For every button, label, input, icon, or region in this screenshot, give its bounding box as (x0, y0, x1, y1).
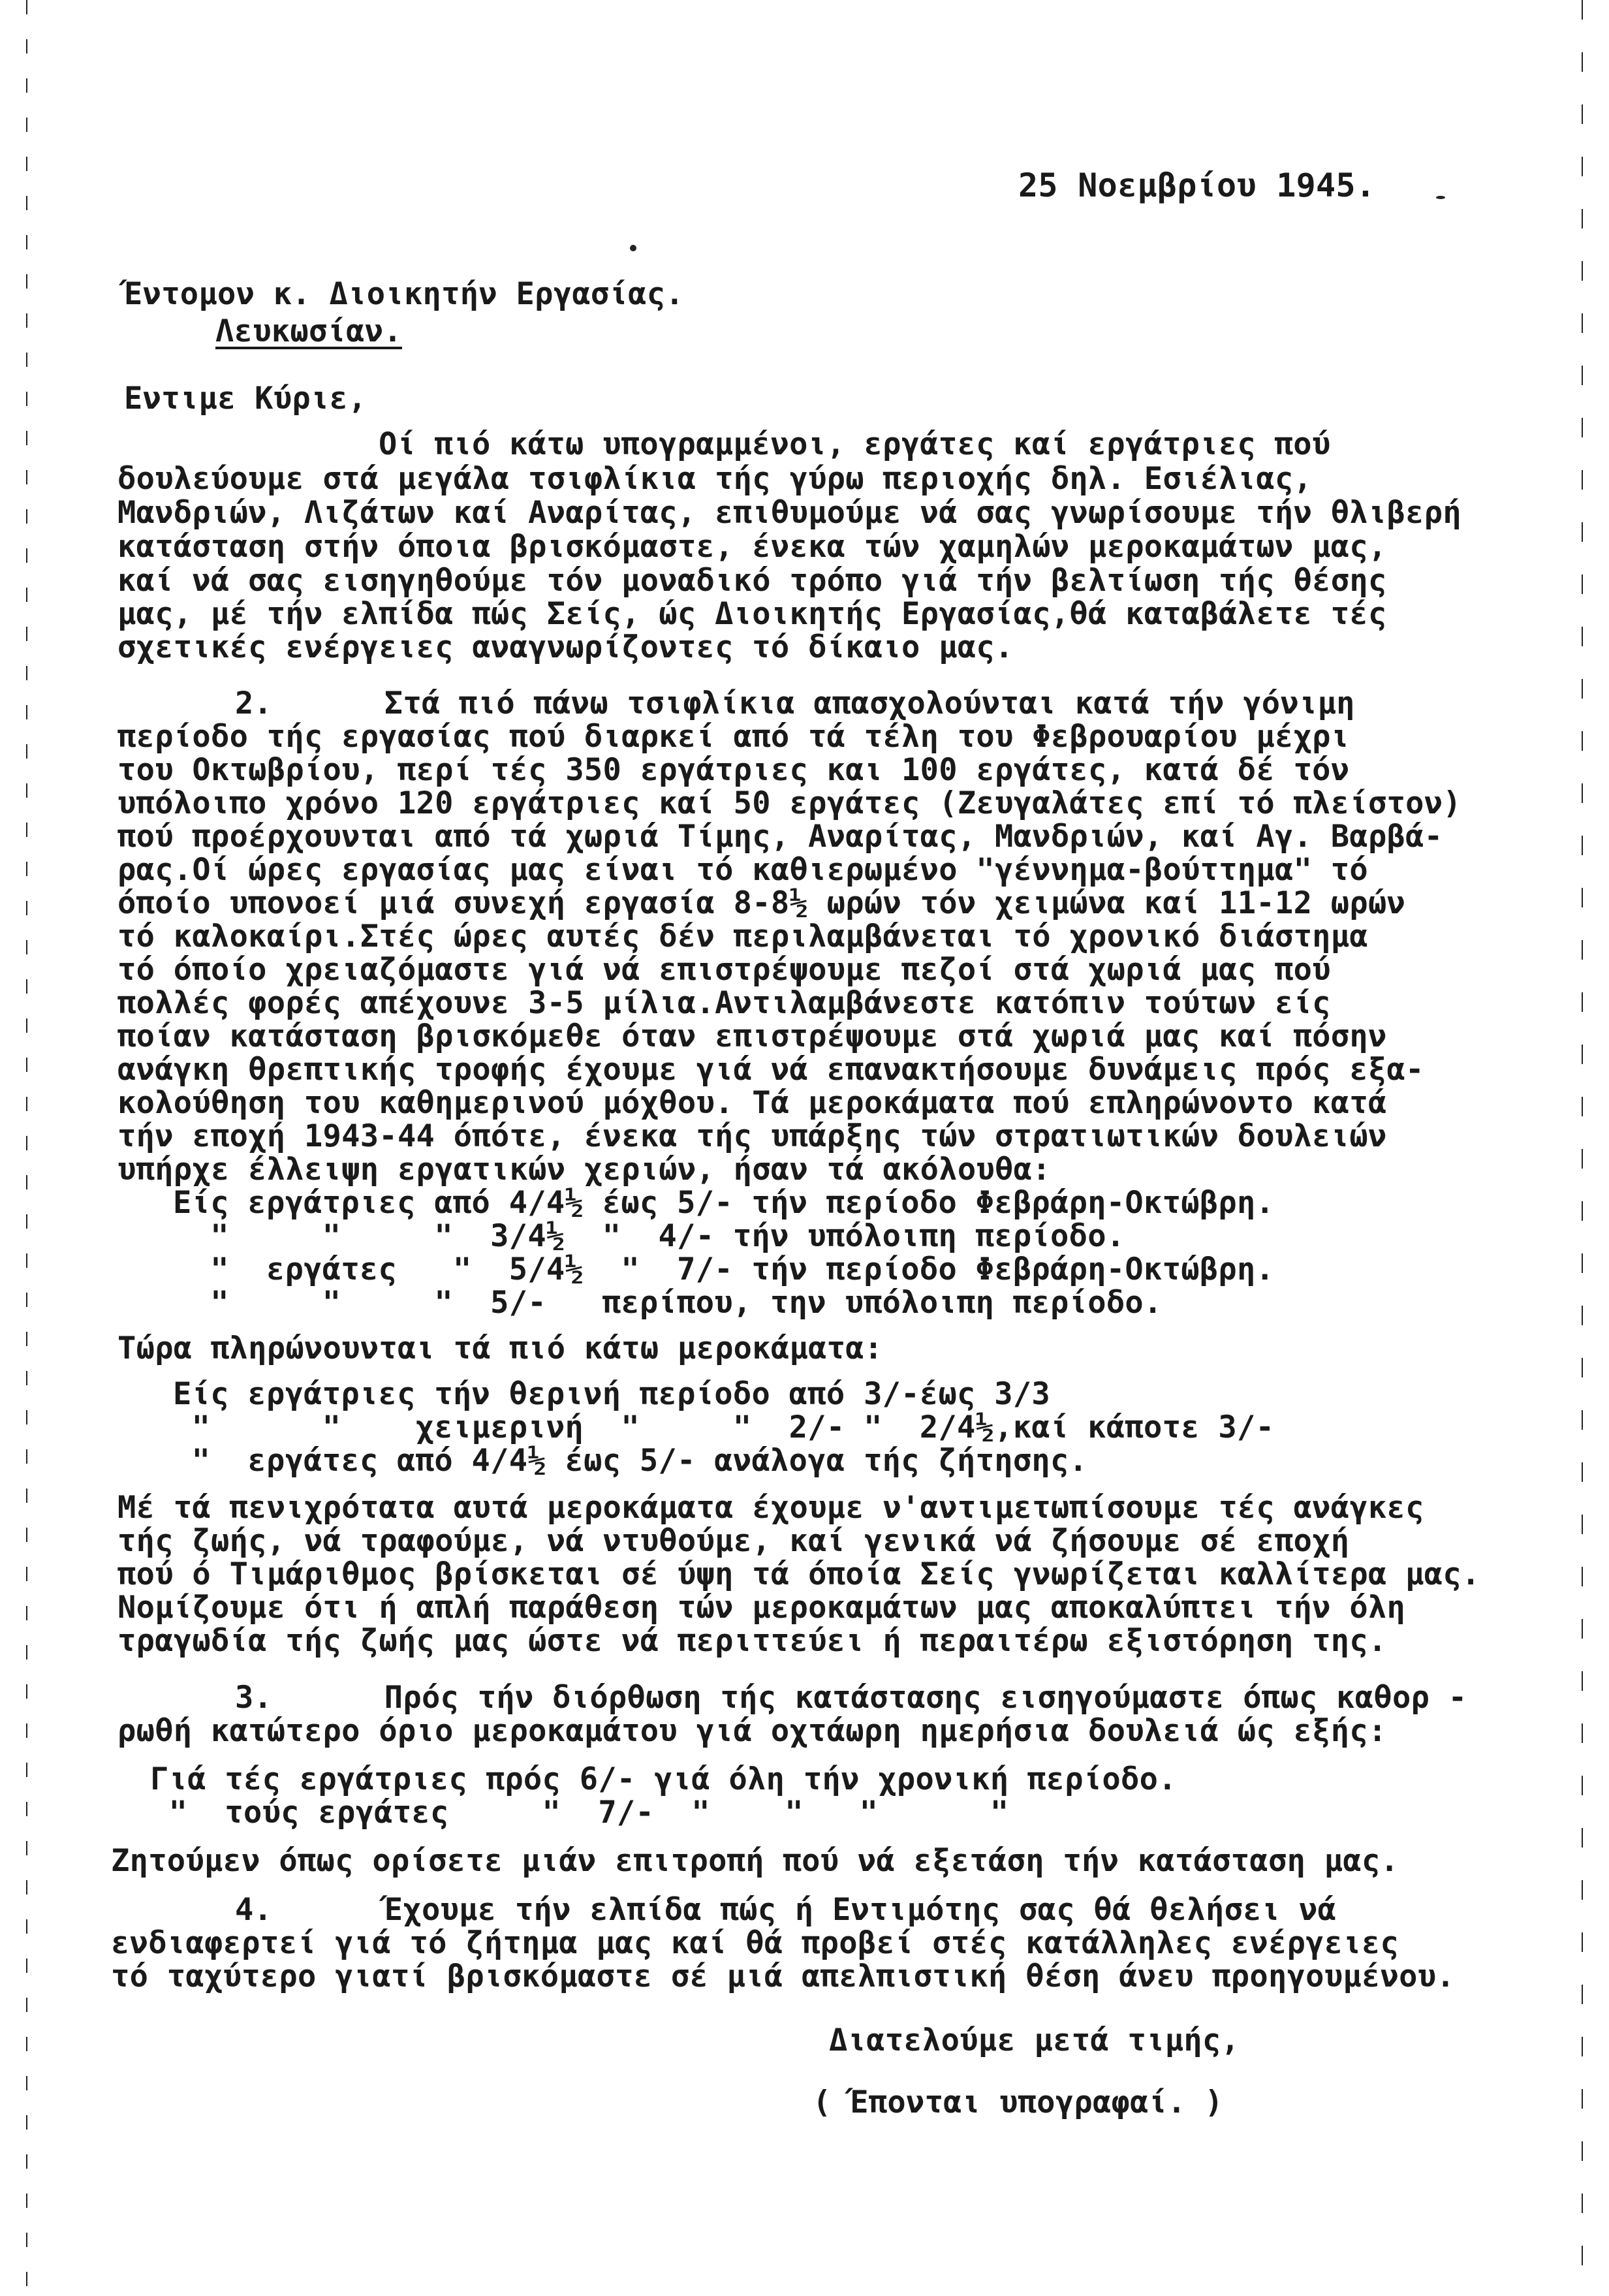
committee-request: Ζητούμεν όπως ορίσετε μιάν επιτροπή πού νά εξετάση τήν κατάσταση μας. (111, 1843, 1399, 1879)
paragraph-2b-line: τής ζωής, νά τραφούμε, νά ντυθούμε, καί γενικά νά ζήσουμε σέ εποχή (117, 1523, 1350, 1559)
paragraph-2b-line: Μέ τά πενιχρότατα αυτά μεροκάματα έχουμε ν'αντιμετωπίσουμε τές ανάγκες (117, 1490, 1424, 1526)
paragraph-2-line: πολλές φορές απέχουνε 3-5 μίλια.Αντιλαμβάνεστε κατόπιν τούτων είς (117, 985, 1331, 1021)
paragraph-2-line: κολούθηση του καθημερινού μόχθου. Τά μεροκάματα πού επληρώνοντο κατά (117, 1085, 1387, 1121)
scan-edge-left (26, 0, 27, 2296)
paragraph-4-line: τό ταχύτερο γιατί βρισκόμαστε σέ μιά απελπιστική θέση άνευ προηγουμένου. (111, 1958, 1455, 1994)
wage-rate-line-past: Είς εργάτριες από 4/4½ έως 5/- τήν περίοδο Φεβράρη-Οκτώβρη. (173, 1185, 1275, 1221)
paragraph-1-line: κατάσταση στήν όποια βρισκόμαστε, ένεκα τών χαμηλών μεροκαμάτων μας, (117, 529, 1387, 565)
paragraph-1-line: Μανδριών, Λιζάτων καί Αναρίτας, επιθυμούμε νά σας γνωρίσουμε τήν θλιβερή (117, 495, 1461, 531)
wage-rate-line-current: Είς εργάτριες τήν θερινή περίοδο από 3/-έως 3/3 (173, 1376, 1051, 1412)
paragraph-2b-line: τραγωδία τής ζωής μας ώστε νά περιττεύει ή περαιτέρω εξιστόρηση της. (117, 1623, 1387, 1659)
wage-rate-line-current: " εργάτες από 4/4½ έως 5/- ανάλογα τής ζήτησης. (173, 1443, 1088, 1479)
wage-rate-line-current: " " χειμερινή " " 2/- " 2/4½,καί κάποτε 3/- (173, 1409, 1275, 1445)
wage-rate-line-past: " εργάτες " 5/4½ " 7/- τήν περίοδο Φεβράρη-Οκτώβρη. (173, 1251, 1275, 1287)
scan-speck (630, 245, 636, 251)
signatures-note: ( Έπονται υπογραφαί. ) (813, 2084, 1224, 2120)
paragraph-1-line: καί νά σας εισηγηθούμε τόν μοναδικό τρόπο γιά τήν βελτίωση τής θέσης (117, 563, 1387, 599)
paragraph-2-line: ανάγκη θρεπτικής τροφής έχουμε γιά νά επανακτήσουμε δυνάμεις πρός εξα- (117, 1052, 1424, 1088)
paragraph-1-line: Οί πιό κάτω υπογραμμένοι, εργάτες καί εργάτριες πού (379, 426, 1331, 462)
paragraph-2-line: ρας.Οί ώρες εργασίας μας είναι τό καθιερωμένο "γέννημα-βούττημα" τό (117, 852, 1368, 888)
paragraph-4-line: ενδιαφερτεί γιά τό ζήτημα μας καί θά προβεί στές κατάλληλες ενέργειες (111, 1925, 1399, 1961)
paragraph-2b-line: πού ό Τιμάριθμος βρίσκεται σέ ύψη τά όποία Σείς γνωρίζεται καλλίτερα μας. (117, 1556, 1480, 1592)
paragraph-2-line: του Οκτωβρίου, περί τές 350 εργάτριες και 100 εργάτες, κατά δέ τόν (117, 752, 1350, 788)
paragraph-1-line: δουλεύουμε στά μεγάλα τσιφλίκια τής γύρω περιοχής δηλ. Εσιέλιας, (117, 461, 1313, 497)
addressee-line: Έντομον κ. Διοικητήν Εργασίας. (124, 276, 684, 312)
paragraph-2-line: υπήρχε έλλειψη εργατικών χεριών, ήσαν τά ακόλουθα: (117, 1152, 1051, 1187)
proposed-wage-line: " τούς εργάτες " 7/- " " " " (150, 1795, 1009, 1831)
paragraph-2-line: πού προέρχουνται από τά χωριά Τίμης, Αναρίτας, Μανδριών, καί Αγ. Βαρβά- (117, 819, 1443, 855)
salutation: Εντιμε Κύριε, (124, 381, 367, 417)
paragraph-3-line: 3. Πρός τήν διόρθωση τής κατάστασης εισηγούμαστε όπως καθορ - (235, 1680, 1467, 1716)
paragraph-3-line: ρωθή κατώτερο όριο μεροκαμάτου γιά οχτάωρη ημερήσια δουλειά ώς εξής: (117, 1713, 1387, 1749)
paragraph-2-line: περίοδο τής εργασίας πού διαρκεί από τά τέλη του Φεβρουαρίου μέχρι (117, 719, 1350, 755)
paragraph-2-line: τήν εποχή 1943-44 όπότε, ένεκα τής υπάρξης τών στρατιωτικών δουλειών (117, 1118, 1387, 1154)
wage-rate-line-past: " " " 3/4½ " 4/- τήν υπόλοιπη περίοδο. (173, 1218, 1125, 1254)
closing: Διατελούμε μετά τιμής, (829, 2022, 1240, 2058)
paragraph-2-line: όποίο υπονοεί μιά συνεχή εργασία 8-8½ ωρών τόν χειμώνα καί 11-12 ωρών (117, 885, 1406, 921)
paragraph-2-line: τό όποίο χρειαζόμαστε γιά νά επιστρέψουμε πεζοί στά χωριά μας πού (117, 952, 1331, 988)
paragraph-2-line: υπόλοιπο χρόνο 120 εργάτριες καί 50 εργάτες (Ζευγαλάτες επί τό πλείστον) (117, 785, 1461, 821)
paragraph-2b-line: Νομίζουμε ότι ή απλή παράθεση τών μεροκαμάτων μας αποκαλύπτει τήν όλη (117, 1590, 1406, 1626)
paragraph-1-line: σχετικές ενέργειες αναγνωρίζοντες τό δίκαιο μας. (117, 629, 1014, 665)
letter-date: 25 Νοεμβρίου 1945. (1018, 166, 1376, 204)
paragraph-2-line: τό καλοκαίρι.Στές ώρες αυτές δέν περιλαμβάνεται τό χρονικό διάστημα (117, 919, 1368, 954)
proposed-wage-line: Γιά τές εργάτριες πρός 6/- γιά όλη τήν χρονική περίοδο. (150, 1761, 1177, 1797)
addressee-city: Λευκωσίαν. (215, 313, 402, 349)
current-wages-heading: Τώρα πληρώνουνται τά πιό κάτω μεροκάματα: (117, 1330, 883, 1366)
scan-edge-right (1582, 0, 1583, 2296)
paragraph-4-line: 4. Έχουμε τήν ελπίδα πώς ή Εντιμότης σας θά θελήσει νά (235, 1892, 1337, 1928)
paragraph-2-line: ποίαν κατάσταση βρισκόμεθε όταν επιστρέψουμε στά χωριά μας καί πόσην (117, 1018, 1387, 1054)
scan-speck (1436, 196, 1445, 199)
wage-rate-line-past: " " " 5/- περίπου, την υπόλοιπη περίοδο. (173, 1285, 1163, 1321)
paragraph-1-line: μας, μέ τήν ελπίδα πώς Σείς, ώς Διοικητής Εργασίας,θά καταβάλετε τές (117, 596, 1387, 632)
paragraph-2-line: 2. Στά πιό πάνω τσιφλίκια απασχολούνται κατά τήν γόνιμη (235, 685, 1355, 721)
